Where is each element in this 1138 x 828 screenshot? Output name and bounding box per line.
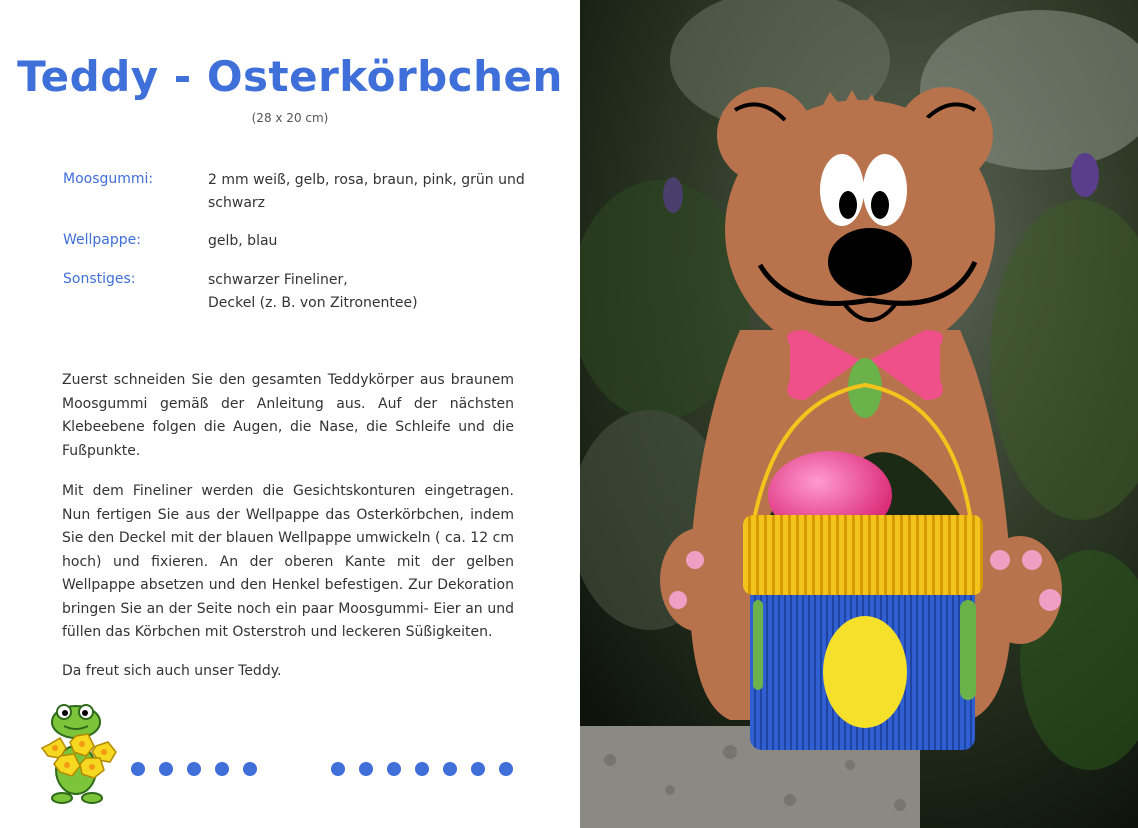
material-value-wellpappe bbox=[208, 230, 528, 253]
dot-icon bbox=[499, 762, 513, 776]
material-value-moosgummi bbox=[208, 169, 528, 215]
frog-with-daffodils-icon bbox=[30, 700, 122, 808]
dot-icon bbox=[331, 762, 345, 776]
dot-icon bbox=[131, 762, 145, 776]
paragraph-1: Zuerst schneiden Sie den gesamten Teddykörper aus braunem Moosgummi gemäß der Anleitung aus. Auf der nächsten Klebeebene folgen die Augen, die Nase, die Schleife und die Fußpunkte. bbox=[62, 372, 514, 459]
dot-icon bbox=[359, 762, 373, 776]
dot-icon bbox=[471, 762, 485, 776]
dot-icon bbox=[215, 762, 229, 776]
dot-icon bbox=[443, 762, 457, 776]
page-title: Teddy - Osterkörbchen bbox=[17, 52, 563, 101]
dot-icon bbox=[387, 762, 401, 776]
material-line: schwarz bbox=[208, 195, 265, 211]
material-label-sonstiges: Sonstiges: bbox=[63, 271, 136, 287]
dot-icon bbox=[243, 762, 257, 776]
teddy-bear-photo bbox=[580, 0, 1138, 828]
photo-illustration bbox=[580, 0, 1138, 828]
material-line: Deckel (z. B. von Zitronentee) bbox=[208, 295, 418, 311]
material-label-wellpappe: Wellpappe: bbox=[63, 232, 141, 248]
material-line: 2 mm weiß, gelb, rosa, braun, pink, grün und bbox=[208, 172, 525, 188]
material-value-sonstiges bbox=[208, 269, 528, 315]
dot-icon bbox=[159, 762, 173, 776]
dot-icon bbox=[187, 762, 201, 776]
material-line: schwarzer Fineliner, bbox=[208, 272, 348, 288]
decorative-dots-left bbox=[131, 762, 257, 776]
material-line: gelb, blau bbox=[208, 233, 278, 249]
paragraph-2: Mit dem Fineliner werden die Gesichtskonturen eingetragen. Nun fertigen Sie aus der Wellpappe das Osterkörbchen, indem Sie den Deckel mit der blauen Wellpappe umwickeln ( ca. 12 cm hoch) und fixieren. An der oberen Kante mit der gelben Wellpappe absetzen und den Henkel befestigen. Zur Dekoration bringen Sie an der Seite noch ein paar Moosgummi- Eier an und füllen das Körbchen mit Osterstroh und leckeren Süßigkeiten. bbox=[62, 483, 514, 640]
paragraph-3: Da freut sich auch unser Teddy. bbox=[62, 663, 282, 679]
material-label-moosgummi: Moosgummi: bbox=[63, 171, 154, 187]
dot-icon bbox=[415, 762, 429, 776]
decorative-dots-right bbox=[331, 762, 513, 776]
page-subtitle: (28 x 20 cm) bbox=[251, 111, 329, 125]
